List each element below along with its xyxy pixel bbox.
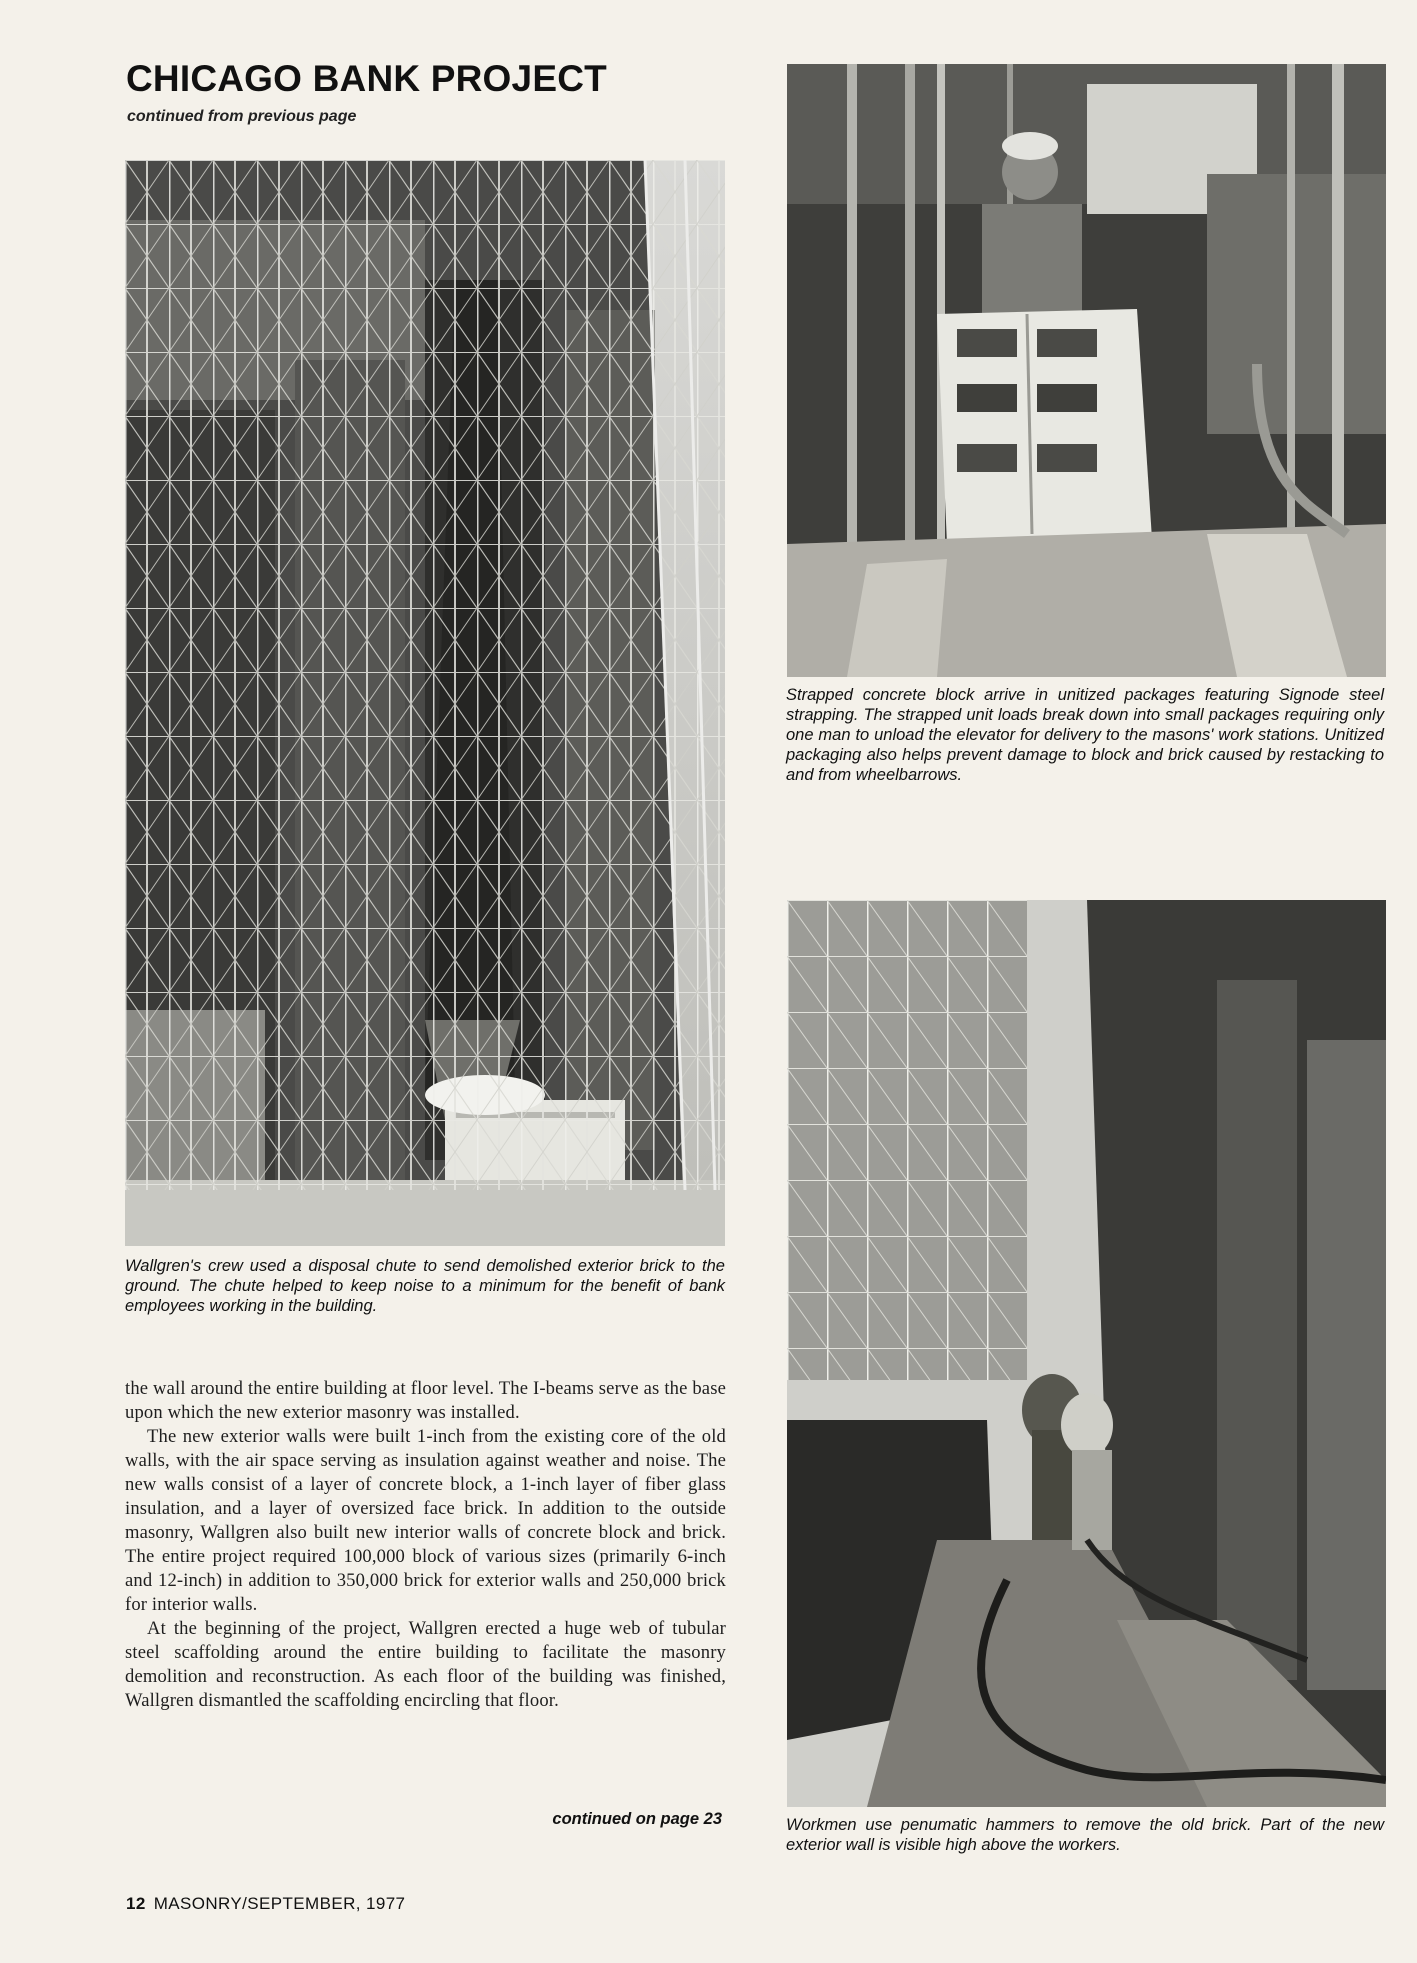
caption-left-photo: Wallgren's crew used a disposal chute to send demolished exterior brick to the ground. The chute helped to keep noise to a minimum for the benefit of bank employees working in the building. [125,1257,725,1315]
photo-scaffolding-chute [125,160,725,1246]
article-body [125,1377,726,1713]
photo-workmen-brick [787,900,1386,1807]
publication-line: MASONRY/SEPTEMBER, 1977 [153,1894,406,1913]
article-paragraph: the wall around the entire building at floor level. The I-beams serve as the base upon which the new exterior masonry was installed. [125,1378,726,1423]
photo-strapped-block [787,64,1386,677]
article-paragraph: The new exterior walls were built 1-inch from the existing core of the old walls, with the air space serving as insulation against weather and noise. The new walls consist of a layer of concrete block, a 1-inch layer of fiber glass insulation, and a layer of oversized face brick. In addition to the outside masonry, Wallgren also built new interior walls of concrete block and brick. The entire project required 100,000 block of various sizes (primarily 6-inch and 12-inch) in addition to 350,000 brick for exterior walls and 250,000 brick for interior walls. [125,1426,726,1615]
continued-from-note: continued from previous page [127,108,357,125]
page-title: CHICAGO BANK PROJECT [126,58,607,99]
strapped-block-image [787,64,1386,677]
article-paragraph: At the beginning of the project, Wallgren erected a huge web of tubular steel scaffolding around the entire building to facilitate the masonry demolition and reconstruction. As each floor of the building was finished, Wallgren dismantled the scaffolding encircling that floor. [125,1618,726,1711]
page-footer [126,1894,405,1914]
scaffolding-image [125,160,725,1246]
caption-top-right-photo: Strapped concrete block arrive in unitized packages featuring Signode steel strapping. The strapped unit loads break down into small packages requiring only one man to unload the elevator for delivery to the masons' work stations. Unitized packaging also helps prevent damage to block and brick caused by restacking to and from wheelbarrows. [786,686,1384,784]
caption-bottom-right-photo: Workmen use penumatic hammers to remove the old brick. Part of the new exterior wall is visible high above the workers. [786,1816,1384,1854]
page-number: 12 [126,1894,146,1913]
workmen-brick-image [787,900,1386,1807]
continued-on-note: continued on page 23 [552,1810,722,1828]
